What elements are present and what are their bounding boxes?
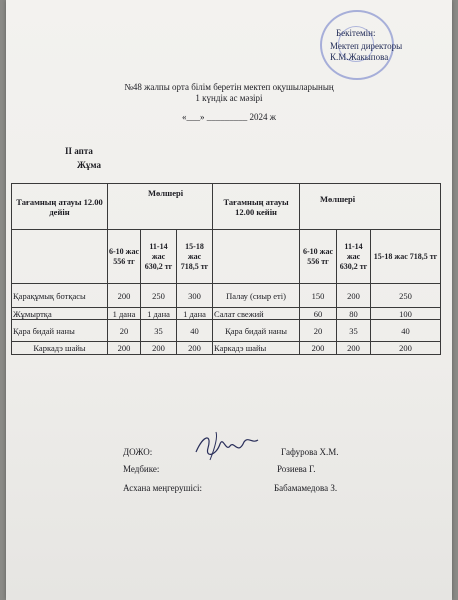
menu-table (11, 183, 441, 355)
date-line: «___» _________ 2024 ж (182, 112, 276, 122)
age-row-blank-left (12, 230, 108, 284)
signature-name-2: Розиева Г. (277, 464, 316, 474)
qty-cell: 300 (177, 284, 213, 308)
qty-cell: 250 (141, 284, 177, 308)
week-label: II апта (65, 146, 93, 156)
left-qty-header: Мөлшері (108, 184, 213, 230)
qty-cell: 200 (177, 342, 213, 355)
right-dish: Палау (сиыр еті) (213, 284, 300, 308)
qty-cell: 40 (371, 320, 441, 342)
document-title: №48 жалпы орта білім беретін мектеп оқушыларының (124, 82, 334, 92)
right-qty-header: Мөлшері (300, 184, 441, 230)
qty-cell: 200 (141, 342, 177, 355)
table-header-row (12, 184, 441, 230)
qty-cell: 80 (337, 308, 371, 320)
signature-role-1: ДОЖО: (123, 447, 153, 457)
signature-role-2: Медбике: (123, 464, 160, 474)
table-row (12, 342, 441, 355)
day-label: Жұма (77, 160, 101, 170)
right-dish: Салат свежий (213, 308, 300, 320)
handwritten-signature (190, 430, 262, 464)
approval-block (330, 28, 402, 63)
age-col-4: 6-10 жас 556 тг (300, 230, 337, 284)
qty-cell: 200 (300, 342, 337, 355)
approval-line3: К.М.Жакыпова (330, 52, 389, 62)
left-dish: Қарақұмық ботқасы (12, 284, 108, 308)
signature-name-3: Бабамамедова З. (274, 483, 338, 493)
qty-cell: 150 (300, 284, 337, 308)
left-dish: Жұмыртқа (12, 308, 108, 320)
age-col-1: 6-10 жас 556 тг (108, 230, 141, 284)
qty-cell: 200 (337, 342, 371, 355)
right-dish: Қара бидай наны (213, 320, 300, 342)
age-col-2: 11-14 жас 630,2 тг (141, 230, 177, 284)
right-dish: Каркадэ шайы (213, 342, 300, 355)
signature-name-1: Гафурова Х.М. (281, 447, 339, 457)
age-col-3: 15-18 жас 718,5 тг (177, 230, 213, 284)
qty-cell: 200 (108, 342, 141, 355)
qty-cell: 20 (300, 320, 337, 342)
right-dish-header: Тағамның атауы 12.00 кейін (213, 184, 300, 230)
qty-cell: 35 (337, 320, 371, 342)
table-row (12, 308, 441, 320)
table-row (12, 284, 441, 308)
qty-cell: 60 (300, 308, 337, 320)
table-row (12, 320, 441, 342)
table-age-row (12, 230, 441, 284)
qty-cell: 1 дана (177, 308, 213, 320)
approval-line1: Бекітемін: (336, 28, 376, 38)
qty-cell: 100 (371, 308, 441, 320)
age-row-blank-right (213, 230, 300, 284)
qty-cell: 35 (141, 320, 177, 342)
qty-cell: 200 (371, 342, 441, 355)
qty-cell: 250 (371, 284, 441, 308)
qty-cell: 40 (177, 320, 213, 342)
qty-cell: 1 дана (108, 308, 141, 320)
left-dish: Қара бидай наны (12, 320, 108, 342)
document-subtitle: 1 күндік ас мәзірі (195, 93, 263, 103)
qty-cell: 20 (108, 320, 141, 342)
qty-cell: 200 (108, 284, 141, 308)
left-dish-header: Тағамның атауы 12.00 дейін (12, 184, 108, 230)
left-dish: Каркадэ шайы (12, 342, 108, 355)
qty-cell: 200 (337, 284, 371, 308)
signature-role-3: Асхана меңгерушісі: (123, 483, 202, 493)
approval-line2: Мектеп директоры (330, 41, 403, 51)
age-col-5: 11-14 жас 630,2 тг (337, 230, 371, 284)
qty-cell: 1 дана (141, 308, 177, 320)
age-col-6: 15-18 жас 718,5 тг (371, 230, 441, 284)
